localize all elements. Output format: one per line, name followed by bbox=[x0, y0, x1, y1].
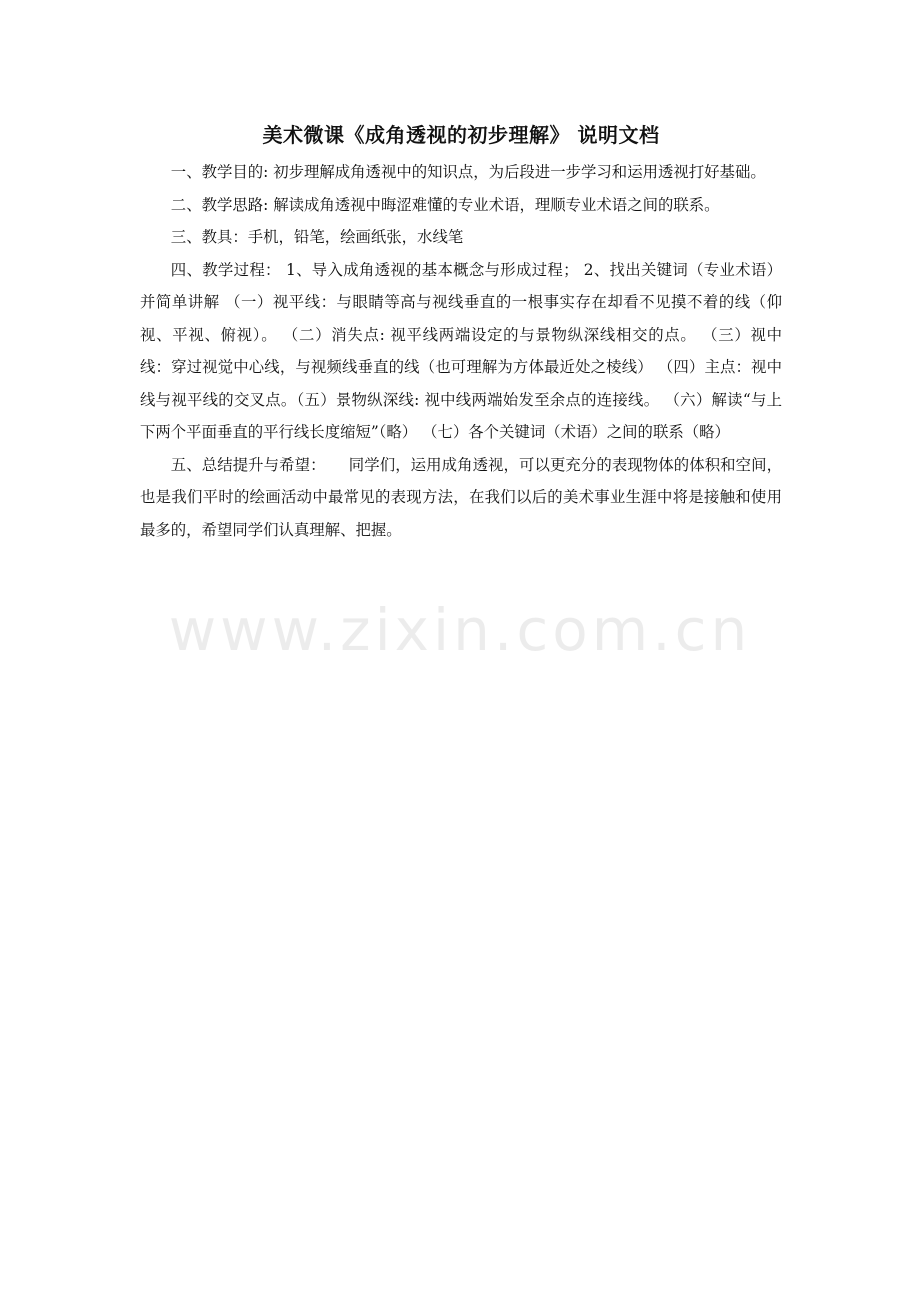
section-teaching-approach: 二、教学思路: 解读成角透视中晦涩难懂的专业术语，理顺专业术语之间的联系。 bbox=[170, 195, 720, 214]
section-teaching-tools: 三、教具：手机，铅笔，绘画纸张，水线笔 bbox=[170, 228, 464, 246]
document-title: 美术微课《成角透视的初步理解》 说明文档 bbox=[262, 123, 660, 147]
section-teaching-objective: 一、教学目的: 初步理解成角透视中的知识点，为后段进一步学习和运用透视打好基础。 bbox=[170, 163, 766, 181]
document-body bbox=[140, 118, 782, 546]
watermark: www.zixin.com.cn bbox=[168, 596, 752, 664]
section-summary: 五、总结提升与希望： 同学们，运用成角透视，可以更充分的表现物体的体积和空间，也是我们平时的绘画活动中最常见的表现方法，在我们以后的美术事业生涯中将是接触和使用最多的，希望同学们认真理解、把握。 bbox=[140, 455, 782, 539]
section-teaching-process: 四、教学过程： 1、导入成角透视的基本概念与形成过程； 2、找出关键词（专业术语）并简单讲解 （一）视平线：与眼睛等高与视线垂直的一根事实存在却看不见摸不着的线（仰视、平视、俯视）。 （二）消失点: 视平线两端设定的与景物纵深线相交的点。 （三）视中线：穿过视觉中心线，与视频线垂直的线（也可理解为方体最近处之棱线） （四）主点：视中线与视平线的交叉点。（五）景物纵深线: 视中线两端始发至余点的连接线。 （六）解读“与上下两个平面垂直的平行线长度缩短”（略） （七）各个关键词（术语）之间的联系（略） bbox=[140, 260, 782, 441]
